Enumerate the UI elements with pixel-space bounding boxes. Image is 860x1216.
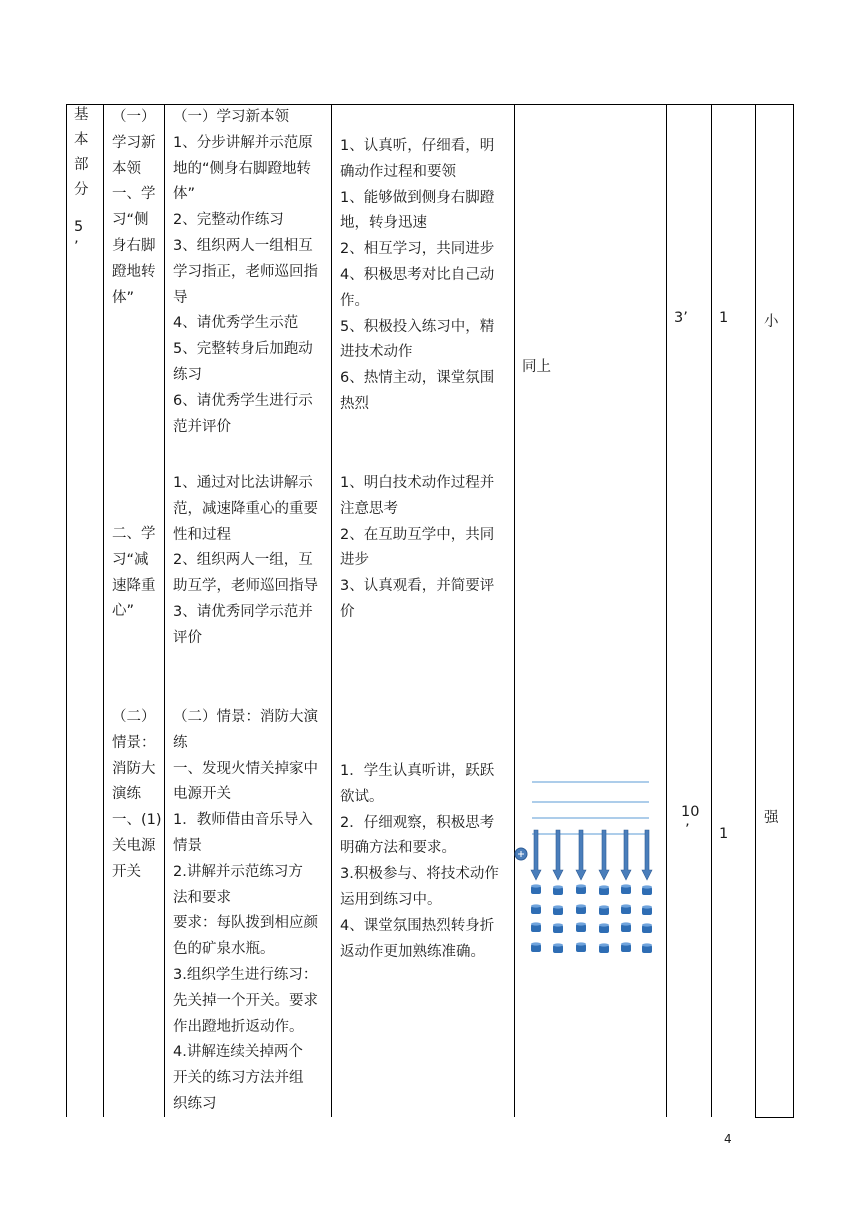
bottle bbox=[553, 923, 563, 933]
section-char: 分 bbox=[74, 182, 89, 198]
bottle bbox=[531, 942, 541, 952]
activity-line: 学习指正，老师巡回指 bbox=[173, 263, 318, 280]
student-arrows bbox=[531, 830, 652, 880]
content-line: 学习新 bbox=[112, 134, 156, 151]
table-divider bbox=[755, 104, 756, 1117]
student-line: 1．学生认真听讲，跃跃 bbox=[340, 763, 495, 779]
organization-same: 同上 bbox=[522, 359, 551, 375]
bottle bbox=[599, 885, 609, 895]
activity-line: 3、组织两人一组相互 bbox=[173, 237, 313, 254]
content-line: 心” bbox=[112, 603, 135, 620]
content-title-2 bbox=[112, 522, 156, 625]
activity-line: 织练习 bbox=[173, 1095, 217, 1112]
student-line: 1、能够做到侧身右脚蹬 bbox=[340, 189, 495, 206]
time-value-2: 10 bbox=[681, 804, 700, 820]
student-line: 价 bbox=[340, 603, 355, 620]
activity-line: 性和过程 bbox=[173, 526, 231, 543]
student-line: 5、积极投入练习中，精 bbox=[340, 318, 495, 335]
activity-line: 情景 bbox=[173, 837, 202, 854]
student-line: 1、明白技术动作过程并 bbox=[340, 475, 495, 491]
bottle bbox=[642, 905, 652, 915]
student-arrow bbox=[553, 830, 563, 880]
activity-line: 6、请优秀学生进行示 bbox=[173, 392, 313, 409]
time-value-1: 3’ bbox=[674, 310, 688, 326]
time-mark-2: ’ bbox=[685, 822, 690, 838]
content-line: 身右脚 bbox=[112, 237, 156, 254]
bottle bbox=[621, 904, 631, 914]
content-line: （一） bbox=[112, 109, 156, 125]
content-line: 习“侧 bbox=[112, 212, 149, 229]
activity-line: 一、发现火情关掉家中 bbox=[173, 760, 318, 777]
activity-line: 练 bbox=[173, 734, 188, 751]
content-line: （二） bbox=[112, 709, 156, 725]
bottle bbox=[621, 884, 631, 894]
formation-diagram bbox=[510, 770, 660, 970]
content-line: 速降重 bbox=[112, 577, 156, 594]
student-line: 进步 bbox=[340, 552, 369, 569]
student-line: 明确方法和要求。 bbox=[340, 840, 456, 857]
bottle bbox=[576, 922, 586, 932]
bottle bbox=[531, 904, 541, 914]
activity-line: 导 bbox=[173, 289, 188, 306]
table-border-bottom bbox=[755, 1117, 794, 1118]
activity-line: 1、通过对比法讲解示 bbox=[173, 475, 313, 491]
student-line: 地，转身迅速 bbox=[340, 215, 427, 232]
activity-line: 练习 bbox=[173, 366, 202, 383]
activity-line: （二）情景：消防大演 bbox=[173, 709, 318, 725]
count-value-1: 1 bbox=[719, 310, 729, 326]
content-line: 开关 bbox=[112, 863, 141, 880]
teacher-icon bbox=[515, 848, 527, 860]
student-line: 2、相互学习，共同进步 bbox=[340, 241, 495, 258]
student-line: 确动作过程和要领 bbox=[340, 163, 456, 180]
activity-line: （一）学习新本领 bbox=[173, 109, 289, 125]
activity-line: 地的“侧身右脚蹬地转 bbox=[173, 160, 312, 177]
bottle bbox=[553, 905, 563, 915]
section-char: 部 bbox=[74, 157, 89, 173]
section-time-value: 5 bbox=[74, 219, 84, 235]
bottle bbox=[642, 923, 652, 933]
activity-line: 3、请优秀同学示范并 bbox=[173, 603, 313, 620]
activity-line: 助互学，老师巡回指导 bbox=[173, 578, 318, 595]
content-line: 演练 bbox=[112, 786, 141, 803]
bottle bbox=[576, 942, 586, 952]
content-line: 一、(1) bbox=[112, 812, 162, 829]
teacher-activity-2 bbox=[173, 471, 318, 652]
student-activity-1 bbox=[340, 134, 494, 418]
activity-line: 作出蹬地折返动作。 bbox=[173, 1018, 304, 1035]
section-time bbox=[74, 217, 83, 257]
student-line: 2、在互助互学中，共同 bbox=[340, 526, 495, 543]
activity-line: 4、请优秀学生示范 bbox=[173, 315, 299, 332]
section-time-mark: ’ bbox=[74, 239, 79, 255]
student-line: 4、积极思考对比自己动 bbox=[340, 266, 495, 283]
student-line: 热烈 bbox=[340, 395, 369, 412]
table-divider bbox=[331, 104, 332, 1117]
activity-line: 2、完整动作练习 bbox=[173, 212, 284, 229]
activity-line: 电源开关 bbox=[173, 786, 231, 803]
bottle bbox=[621, 922, 631, 932]
bottle bbox=[599, 943, 609, 953]
activity-line: 2、组织两人一组，互 bbox=[173, 552, 313, 569]
section-char: 基 bbox=[74, 107, 89, 123]
activity-line: 法和要求 bbox=[173, 889, 231, 906]
table-divider bbox=[711, 104, 712, 1117]
activity-line: 色的矿泉水瓶。 bbox=[173, 941, 275, 958]
section-label bbox=[74, 103, 89, 203]
content-line: 情景： bbox=[112, 734, 156, 751]
bottle bbox=[531, 922, 541, 932]
bottle bbox=[576, 904, 586, 914]
activity-line: 3.组织学生进行练习： bbox=[173, 966, 318, 983]
content-line: 消防大 bbox=[112, 760, 156, 777]
student-arrow bbox=[642, 830, 652, 880]
bottle bbox=[553, 885, 563, 895]
bottle bbox=[642, 885, 652, 895]
bottle bbox=[599, 905, 609, 915]
bottle bbox=[621, 942, 631, 952]
activity-line: 范并评价 bbox=[173, 418, 231, 435]
activity-line: 范，减速降重心的重要 bbox=[173, 500, 318, 517]
bottle bbox=[553, 943, 563, 953]
student-line: 3、认真观看，并简要评 bbox=[340, 578, 495, 595]
content-line: 二、学 bbox=[112, 526, 156, 542]
bottle bbox=[576, 884, 586, 894]
student-arrow bbox=[576, 830, 586, 880]
table-divider bbox=[666, 104, 667, 1117]
student-arrow bbox=[531, 830, 541, 880]
student-line: 6、热情主动，课堂氛围 bbox=[340, 370, 495, 387]
student-line: 1、认真听，仔细看，明 bbox=[340, 138, 495, 154]
bottle bbox=[599, 923, 609, 933]
student-line: 返动作更加熟练准确。 bbox=[340, 943, 485, 960]
student-arrow bbox=[621, 830, 631, 880]
count-value-2: 1 bbox=[719, 826, 729, 842]
activity-line: 1．教师借由音乐导入 bbox=[173, 812, 313, 829]
table-border-right bbox=[793, 104, 794, 1117]
teacher-activity-3 bbox=[173, 705, 318, 1118]
student-line: 作。 bbox=[340, 292, 369, 309]
activity-line: 2.讲解并示范练习方 bbox=[173, 863, 303, 880]
student-line: 3.积极参与、将技术动作 bbox=[340, 866, 499, 883]
activity-line: 要求：每队拨到相应颜 bbox=[173, 915, 318, 932]
student-activity-3 bbox=[340, 759, 499, 965]
table-border-left bbox=[66, 104, 67, 1117]
activity-line: 5、完整转身后加跑动 bbox=[173, 341, 313, 358]
student-line: 2．仔细观察，积极思考 bbox=[340, 814, 495, 831]
table-divider bbox=[103, 104, 104, 1117]
teacher-activity-1 bbox=[173, 105, 318, 440]
activity-line: 评价 bbox=[173, 629, 202, 646]
student-arrow bbox=[599, 830, 609, 880]
content-title-3 bbox=[112, 705, 162, 886]
content-line: 关电源 bbox=[112, 837, 156, 854]
section-char: 本 bbox=[74, 132, 89, 148]
content-line: 体” bbox=[112, 289, 135, 306]
intensity-value-2: 强 bbox=[764, 810, 779, 826]
student-line: 欲试。 bbox=[340, 788, 384, 805]
student-line: 注意思考 bbox=[340, 500, 398, 517]
intensity-value-1: 小 bbox=[764, 314, 779, 330]
table-divider bbox=[164, 104, 165, 1117]
bottle bbox=[642, 943, 652, 953]
activity-line: 4.讲解连续关掉两个 bbox=[173, 1044, 303, 1061]
content-line: 蹬地转 bbox=[112, 263, 156, 280]
activity-line: 开关的练习方法并组 bbox=[173, 1070, 304, 1087]
content-line: 一、学 bbox=[112, 186, 156, 203]
bottle-grid bbox=[531, 884, 652, 953]
activity-line: 先关掉一个开关。要求 bbox=[173, 992, 318, 1009]
page-number: 4 bbox=[724, 1132, 732, 1146]
student-line: 运用到练习中。 bbox=[340, 891, 442, 908]
activity-line: 1、分步讲解并示范原 bbox=[173, 134, 313, 151]
bottle bbox=[531, 884, 541, 894]
content-title-1 bbox=[112, 105, 156, 311]
student-activity-2 bbox=[340, 471, 494, 626]
student-line: 进技术动作 bbox=[340, 344, 413, 361]
content-line: 习“减 bbox=[112, 551, 149, 568]
activity-line: 体” bbox=[173, 186, 196, 203]
student-line: 4、课堂氛围热烈转身折 bbox=[340, 917, 495, 934]
content-line: 本领 bbox=[112, 160, 141, 177]
field-lines bbox=[532, 782, 649, 834]
